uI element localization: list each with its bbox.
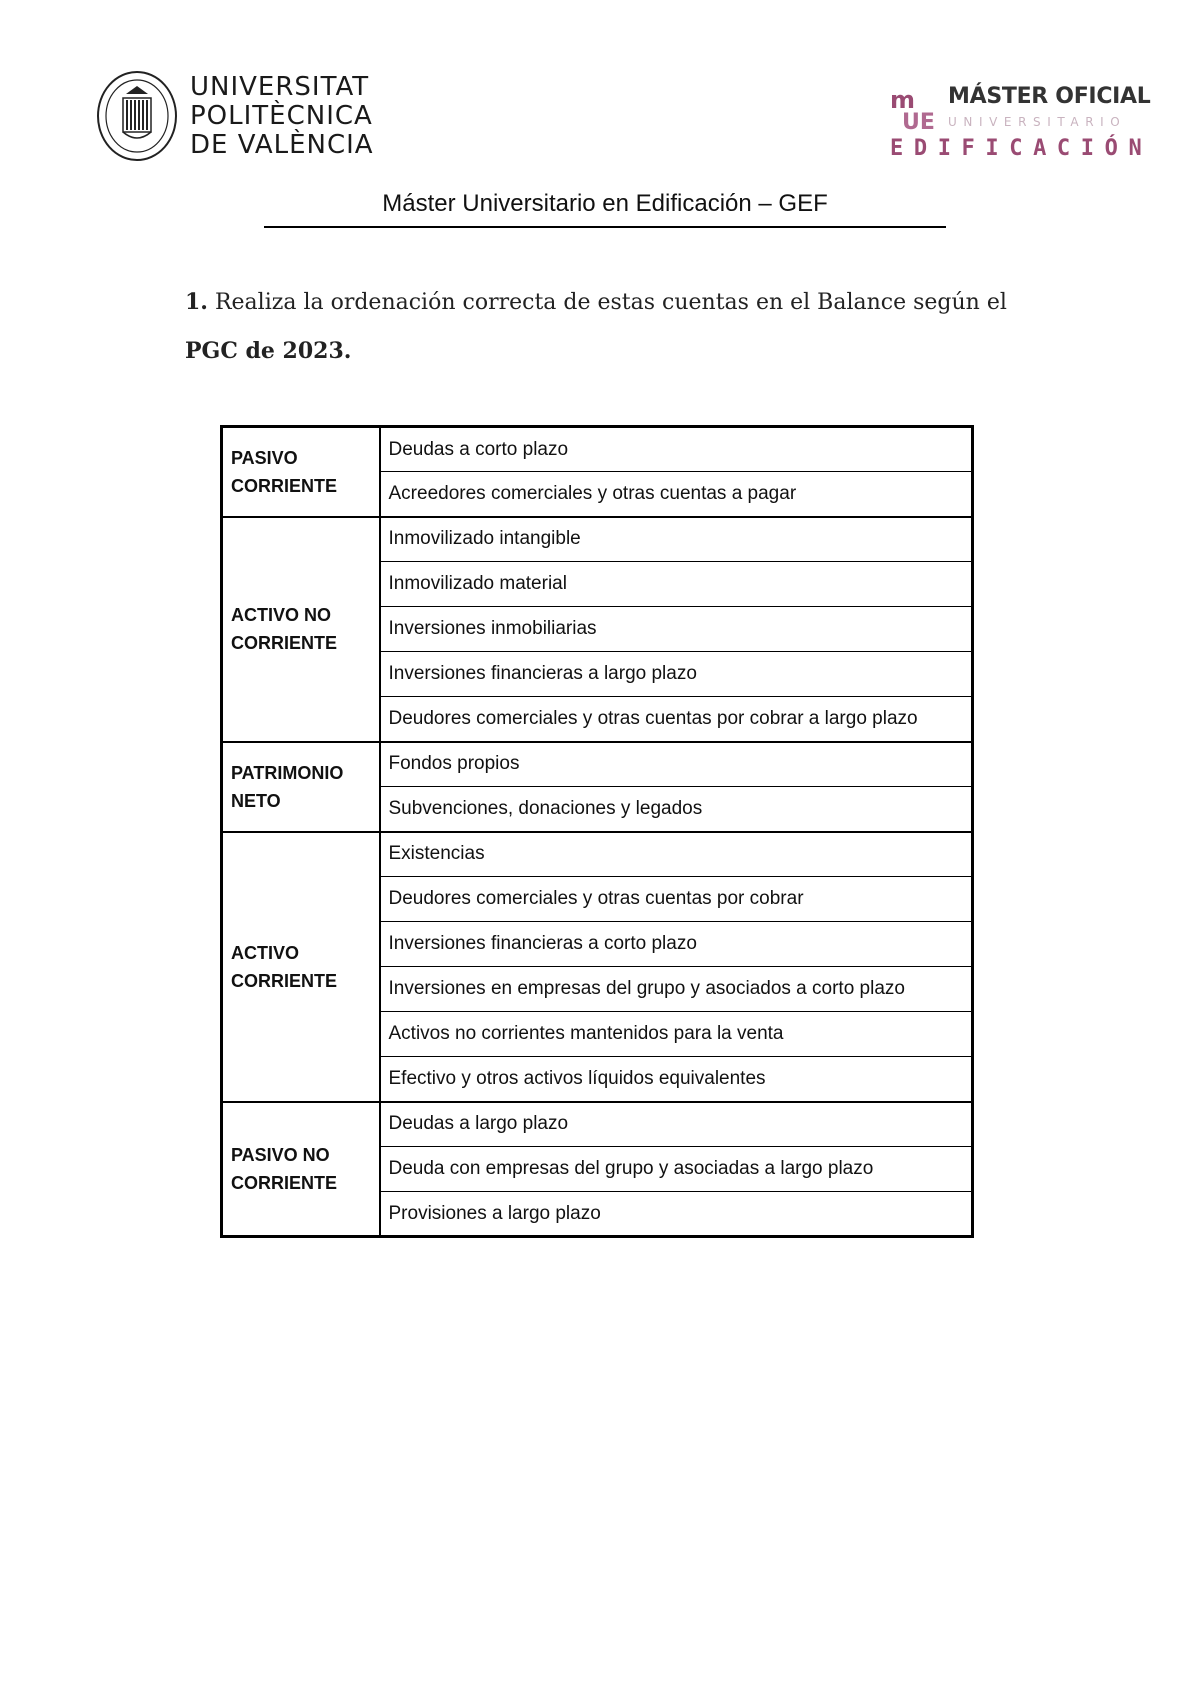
group-label: PATRIMONIO NETO (231, 762, 344, 811)
group-label: ACTIVO NO CORRIENTE (231, 605, 338, 653)
account-cell: Efectivo y otros activos líquidos equivalentes (380, 1057, 973, 1102)
account-cell: Inversiones en empresas del grupo y asociados a corto plazo (380, 967, 973, 1012)
table-row (222, 1102, 973, 1147)
upv-line-2: POLITÈCNICA (190, 100, 373, 131)
svg-text:m: m (890, 86, 916, 114)
account-cell: Deudores comerciales y otras cuentas por cobrar a largo plazo (380, 697, 973, 742)
upv-seal-icon (96, 70, 178, 162)
mue-title: MÁSTER OFICIAL (948, 84, 1151, 109)
account-cell: Inversiones inmobiliarias (380, 607, 973, 652)
mue-name: EDIFICACIÓN (890, 136, 1153, 161)
account-cell: Fondos propios (380, 742, 973, 787)
question-text-bold: PGC de 2023. (185, 338, 352, 364)
question-number: 1. (185, 289, 208, 315)
account-cell: Provisiones a largo plazo (380, 1192, 973, 1237)
question (185, 278, 1045, 376)
upv-line-3: DE VALÈNCIA (190, 129, 374, 160)
upv-logo (96, 70, 374, 162)
account-cell: Deudores comerciales y otras cuentas por cobrar (380, 877, 973, 922)
table-row (222, 742, 973, 787)
account-cell: Deudas a largo plazo (380, 1102, 973, 1147)
account-cell: Activos no corrientes mantenidos para la venta (380, 1012, 973, 1057)
document-header: Máster Universitario en Edificación – GEF (382, 190, 828, 217)
account-cell: Existencias (380, 832, 973, 877)
svg-text:UE: UE (902, 110, 935, 130)
group-label-cell (222, 1102, 380, 1237)
account-cell: Deudas a corto plazo (380, 427, 973, 472)
account-cell: Subvenciones, donaciones y legados (380, 787, 973, 832)
mue-mark-icon (890, 86, 938, 130)
account-cell: Deuda con empresas del grupo y asociadas a largo plazo (380, 1147, 973, 1192)
table-row (222, 832, 973, 877)
account-cell: Inversiones financieras a corto plazo (380, 922, 973, 967)
group-label: ACTIVO CORRIENTE (231, 942, 338, 991)
group-label-cell (222, 832, 380, 1102)
group-label-cell (222, 742, 380, 832)
group-label-cell (222, 427, 380, 517)
group-label: PASIVO CORRIENTE (231, 447, 338, 496)
account-cell: Acreedores comerciales y otras cuentas a pagar (380, 472, 973, 517)
table-row (222, 517, 973, 562)
table-row (222, 427, 973, 472)
question-text: Realiza la ordenación correcta de estas cuentas en el Balance según el (214, 290, 1007, 315)
upv-line-1: UNIVERSITAT (190, 71, 370, 102)
group-label: PASIVO NO CORRIENTE (231, 1144, 338, 1193)
group-label-cell (222, 517, 380, 742)
account-cell: Inmovilizado intangible (380, 517, 973, 562)
header-rule (264, 226, 946, 228)
balance-table (220, 425, 974, 1238)
mue-subtitle: UNIVERSITARIO (948, 115, 1127, 129)
mue-logo (890, 80, 1153, 166)
account-cell: Inversiones financieras a largo plazo (380, 652, 973, 697)
account-cell: Inmovilizado material (380, 562, 973, 607)
